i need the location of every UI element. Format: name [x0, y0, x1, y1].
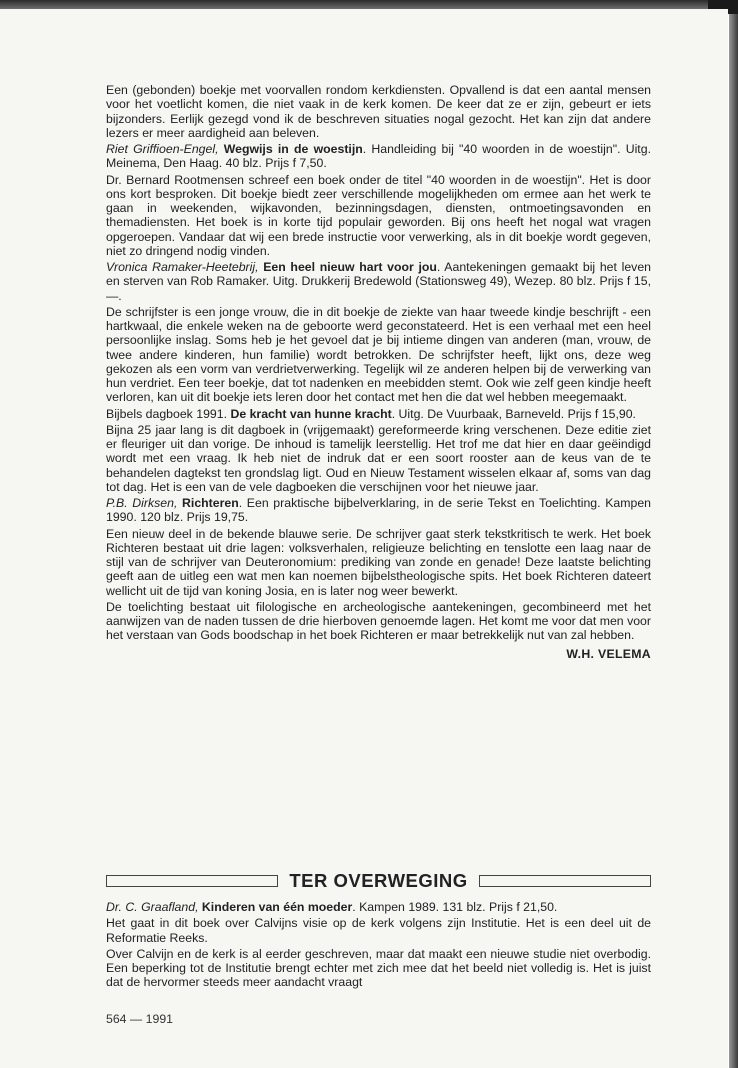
heading-rule-left [106, 875, 278, 887]
review-author: Riet Griffioen-Engel, [106, 142, 219, 156]
signature: W.H. VELEMA [566, 646, 651, 661]
review-title: Richteren [182, 496, 239, 510]
review-body: De schrijfster is een jonge vrouw, die in dit boekje de ziekte van haar tweede kindje beschrijft - een hartkwaal, die enkele weken na de geboorte werd geconstateerd. Het is een verhaal met een heel persoonlijke inslag. Soms heb je het gevoel dat je bij intieme dingen van anderen (man, vrouw, de twee andere kinderen, hun familie) wordt betrokken. De schrijfster heeft, lijkt ons, deze weg gekozen als een vorm van verdrietverwerking. Tegelijk wil ze anderen helpen bij de verwerking van hun verdriet. Een teer boekje, dat tot nadenken en meebidden stemt. Ook wie zelf geen kindje heeft verloren, kan uit dit boekje iets leren door het contact met hen die dat wel hebben meegemaakt. [106, 304, 651, 405]
section-heading [106, 869, 651, 893]
review-author: Vronica Ramaker-Heetebrij, [106, 260, 259, 274]
book-reviews-column [106, 83, 651, 661]
review-body: Een nieuw deel in de bekende blauwe serie. De schrijver gaat sterk tekstkritisch te werk. Het boek Richteren bestaat uit drie lagen: volksverhalen, religieuze belichting en tenslotte een laag naar de stijl van de schrijver van Deuteronomium: prediking van zonde en genade! Deze laatste belichting geeft aan de uitleg een wat men kan noemen bijbelstheologische spits. Het boek Richteren dateert wellicht uit de tijd van koning Josia, en is later nog weer bewerkt. [106, 526, 651, 598]
entry-body: Over Calvijn en de kerk is al eerder geschreven, maar dat maakt een nieuwe studie niet overbodig. Een beperking tot de Institutie brengt echter met zich mee dat het beeld niet volledig is. Het is juist dat de hervormer steeds meer aandacht vraagt [106, 946, 651, 990]
review-title: Wegwijs in de woestijn [223, 142, 363, 156]
entry-title: Kinderen van één moeder [201, 900, 353, 914]
entry-body: Het gaat in dit boek over Calvijns visie op de kerk volgens zijn Institutie. Het is een deel uit de Reformatie Reeks. [106, 916, 651, 945]
scan-border-right [729, 0, 738, 1068]
intro-paragraph: Een (gebonden) boekje met voorvallen rondom kerkdiensten. Opvallend is dat een aantal mensen voor het voetlicht komen, die niet vaak in de kerk komen. De keer dat ze er zijn, gebeurt er iets bijzonders. Eerlijk gezegd vond ik de beschreven situaties nogal gezocht. Het kan zijn dat andere lezers er meer aardigheid aan beleven. [106, 83, 651, 140]
review-details: . Handleiding bij "40 woorden in de woestijn". Uitg. Meinema, Den Haag. 40 blz. Prijs f 7,50. [106, 142, 651, 171]
section-heading-label: TER OVERWEGING [289, 870, 468, 891]
section-entry-heading [106, 900, 651, 914]
review-body: Bijna 25 jaar lang is dit dagboek in (vrijgemaakt) gereformeerde kring verschenen. Deze editie ziet er fleuriger uit dan vorige. De inhoud is tamelijk leerstellig. Het trof me dat hier en daar geëindigd wordt met een vraag. Ik heb niet de indruk dat er een soort rooster aan de keus van de te behandelen dagtekst ten grondslag ligt. Oud en Nieuw Testament wisselen elkaar af, soms van dag tot dag. Het is een van de vele dagboeken die verschijnen voor het nieuwe jaar. [106, 422, 651, 494]
entry-author: Dr. C. Graafland, [106, 900, 199, 914]
review-author: Bijbels dagboek 1991. [106, 406, 228, 421]
review-heading [106, 496, 651, 525]
entry-details: . Kampen 1989. 131 blz. Prijs f 21,50. [352, 900, 558, 914]
review-details: . Aantekeningen gemaakt bij het leven en sterven van Rob Ramaker. Uitg. Drukkerij Bredewold (Stationsweg 49), Wezep. 80 blz. Prijs f 15,—. [106, 260, 651, 303]
review-heading [106, 142, 651, 171]
review-heading [106, 407, 651, 421]
page-folio: 564 — 1991 [106, 1012, 174, 1026]
heading-rule-right [479, 875, 651, 887]
page [0, 9, 728, 1068]
review-body: De toelichting bestaat uit filologische en archeologische aantekeningen, gecombineerd met het aanwijzen van de naden tussen de drie hierboven genoemde lagen. Het komt me voor dat men voor het verstaan van Gods boodschap in het boek Richteren er maar betrekkelijk nut van zal hebben. [106, 599, 651, 643]
review-title: De kracht van hunne kracht [230, 406, 392, 421]
review-details: . Een praktische bijbelverklaring, in de serie Tekst en Toelichting. Kampen 1990. 120 blz. Prijs 19,75. [106, 496, 651, 525]
review-author: P.B. Dirksen, [106, 496, 178, 510]
review-title: Een heel nieuw hart voor jou [263, 260, 437, 274]
review-body: Dr. Bernard Rootmensen schreef een boek onder de titel "40 woorden in de woestijn". Het is door ons kort besproken. Dit boekje biedt zeer verschillende mogelijkheden om ermee aan het werk te gaan in weekenden, wijkavonden, bezinningsdagen, diensten, ontmoetingsavonden en themadiensten. Het boek is in korte tijd populair geworden. Bij ons heeft het nogal wat vragen opgeroepen. Vandaar dat wij een brede instructie voor verwerking, als in dit boekje wordt gegeven, niet zo dringend nodig vinden. [106, 172, 651, 258]
section-column [106, 900, 651, 990]
scan-border-top [0, 0, 738, 9]
review-details: . Uitg. De Vuurbaak, Barneveld. Prijs f 15,90. [391, 406, 636, 421]
review-heading [106, 260, 651, 303]
